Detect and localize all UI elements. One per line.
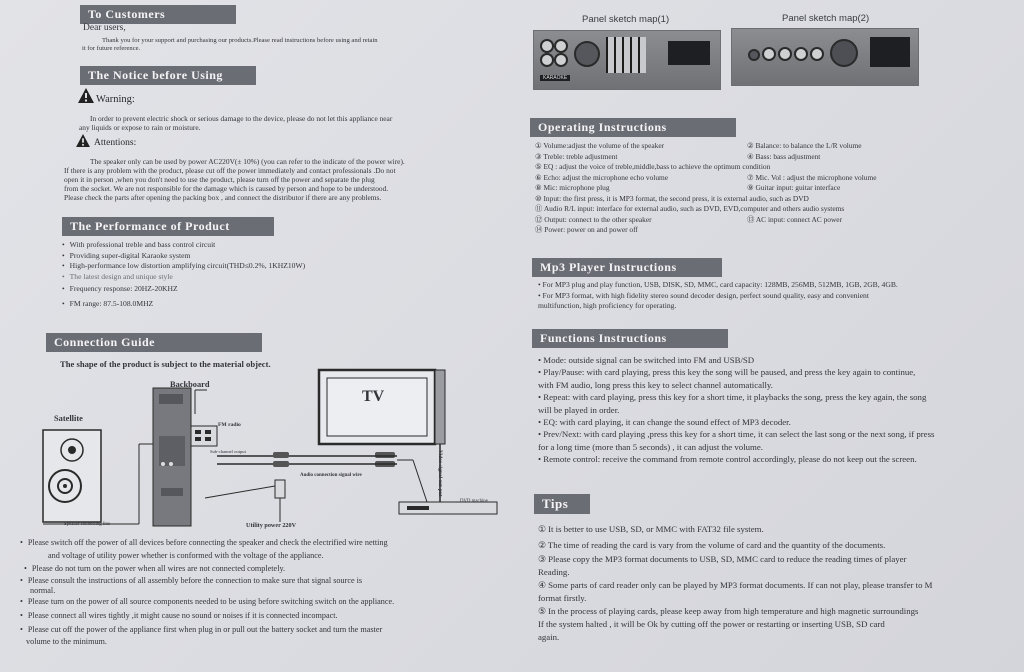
operating-item: ⑧ Mic: microphone plug	[535, 183, 610, 192]
label-tv: TV	[362, 388, 385, 405]
performance-header: The Performance of Product	[62, 217, 274, 236]
list-item: • Remote control: receive the command from remote control accordingly, please do not keep out the screen.	[538, 454, 917, 465]
knob-icon	[540, 53, 554, 67]
list-item: format firstly.	[538, 593, 587, 603]
list-item: volume to the minimum.	[26, 637, 107, 646]
attention-line-3: open it in person ,when you don't need to use the product, please turn off the power and separate the plug	[64, 175, 375, 184]
operating-item: ② Balance: to balance the L/R volume	[747, 141, 862, 150]
list-item: multifunction, high proficiency for operating.	[538, 301, 677, 311]
operating-row	[535, 225, 844, 236]
operating-row	[535, 183, 844, 194]
list-item: • Please turn on the power of all source components needed to be using before switching switch on the appliance.	[20, 595, 394, 609]
list-item: ④ Some parts of card reader only can be played by MP3 format documents. If can not play, please transfer to M	[538, 580, 933, 590]
operating-header: Operating Instructions	[530, 118, 736, 137]
attention-title: Attentions:	[94, 138, 137, 148]
operating-row	[535, 141, 862, 152]
knob-icon	[554, 53, 568, 67]
label-dvd: DVD machine	[460, 499, 488, 504]
connection-header: Connection Guide	[46, 333, 262, 352]
operating-item: ⑨ Guitar input: guitar interface	[747, 183, 841, 192]
knob-icon	[778, 47, 792, 61]
notice-header: The Notice before Using	[80, 66, 256, 85]
list-item: • FM range: 87.5-108.0MHZ	[62, 299, 305, 310]
operating-rows	[535, 141, 877, 236]
list-item: • Please switch off the power of all devices before connecting the speaker and check the electrified wire netting	[20, 536, 394, 549]
list-item: • Please connect all wires tightly ,it might cause no sound or noises if it is connected incompact.	[20, 609, 394, 623]
knob-icon	[554, 39, 568, 53]
karaoke-badge: KARAOKE	[540, 75, 570, 81]
label-backboard: Backboard	[170, 380, 210, 389]
operating-item: ⑤ EQ : adjust the voice of treble,middle,bass to achieve the optimum condition	[535, 162, 771, 171]
operating-item: ⑭ Power: power on and power off	[535, 225, 638, 234]
list-item: • Repeat: with card playing, press this key for a short time, it playbacks the song, press the key again, the song	[538, 392, 927, 403]
knob-icon	[540, 39, 554, 53]
operating-item: ⑬ AC input: connect AC power	[747, 214, 843, 224]
label-audio-wire: Audio connection signal wire	[300, 473, 362, 478]
list-item: • Mode: outside signal can be switched into FM and USB/SD	[538, 355, 755, 365]
panel-sketch-2	[731, 28, 919, 86]
knob-icon	[762, 47, 776, 61]
mp3-header: Mp3 Player Instructions	[532, 258, 722, 277]
label-speaker-line: Speaker connecting line	[64, 522, 111, 527]
attention-line-2: If there is any problem with the product, please cut off the power immediately and contact professionals .Do not	[64, 166, 396, 175]
operating-row	[535, 162, 844, 173]
label-video-signal: Video signal out-put	[437, 450, 443, 497]
list-item: ② The time of reading the card is vary from the volume of card and the quantity of the documents.	[538, 539, 886, 550]
list-item: ③ Please copy the MP3 format documents to USB, SD, MMC card to reduce the reading times of player	[538, 554, 907, 564]
tips-list	[538, 522, 933, 643]
list-item: will be played in order.	[538, 404, 620, 415]
attention-line-4: from the socket. We are not responsible for the damage which is caused by person and hope to be understood.	[64, 184, 389, 193]
label-sub-channel: Sub-channel output	[210, 449, 246, 454]
operating-item: ⑦ Mic. Vol : adjust the microphone volume	[747, 172, 877, 182]
operating-item: ⑥ Echo: adjust the microphone echo volume	[535, 172, 669, 182]
list-item: ① It is better to use USB, SD, or MMC with FAT32 file system.	[538, 524, 764, 534]
list-item: normal.	[30, 586, 56, 595]
warning-icon	[78, 88, 94, 103]
panel-sketch-1-label: Panel sketch map(1)	[582, 14, 670, 25]
display-icon	[668, 41, 710, 65]
functions-list	[538, 354, 934, 466]
operating-item: ④ Bass: bass adjustment	[747, 151, 821, 161]
functions-header: Functions Instructions	[532, 329, 728, 348]
main-knob-icon	[830, 39, 858, 67]
operating-item: ① Volume:adjust the volume of the speaker	[535, 141, 665, 150]
operating-row	[535, 204, 844, 215]
operating-row	[535, 152, 844, 163]
list-item: and voltage of utility power whether is conformed with the voltage of the appliance.	[48, 551, 324, 560]
operating-row	[535, 172, 877, 184]
list-item: • Frequency response: 20HZ-20KHZ	[62, 284, 305, 295]
list-item: • For MP3 plug and play function, USB, DISK, SD, MMC, card capacity: 128MB, 256MB, 512MB, 1GB, 2GB, 4GB.	[538, 280, 898, 289]
operating-item: ③ Treble: treble adjustment	[535, 151, 618, 161]
attention-line-1: The speaker only can be used by power AC220V(± 10%) (you can refer to the indicate of the power wire).	[90, 157, 405, 166]
list-item: • EQ: with card playing, it can change the sound effect of MP3 decoder.	[538, 417, 791, 428]
list-item: • Prev/Next: with card playing ,press this key for a short time, it can select the last song or the next song, if press	[538, 429, 935, 440]
panel-sketch-2-label: Panel sketch map(2)	[782, 13, 870, 24]
knob-icon	[748, 49, 760, 61]
list-item: • With professional treble and bass control circuit	[62, 240, 305, 251]
knob-icon	[810, 47, 824, 61]
greeting: Dear users,	[83, 23, 126, 33]
label-utility-power: Utility power 220V	[246, 522, 297, 529]
list-item: • High-performance low distortion amplifying circuit(THD≤0.2%, 1KHZ10W)	[62, 261, 305, 272]
connection-bullets	[20, 536, 394, 647]
list-item: • Please cut off the power of the appliance first when plug in or pull out the battery socket and turn the master	[20, 623, 394, 636]
operating-item: ⑫ Output: connect to the other speaker	[535, 214, 652, 224]
to-customers-header: To Customers	[80, 5, 236, 24]
label-satellite: Satellite	[54, 414, 83, 423]
warning-title: Warning:	[96, 94, 135, 105]
warning-line-1: In order to prevent electric shock or serious damage to the device, please do not let this appliance near	[90, 114, 393, 123]
operating-item: ⑩ Input: the first press, it is MP3 format, the second press, it is external audio, such as DVD	[535, 193, 809, 203]
operating-item: ⑪ Audio R/L input: interface for external audio, such as DVD, EVD,computer and others audio systems	[535, 204, 845, 213]
mp3-list	[538, 280, 898, 312]
label-fm-radio: FM radio	[218, 422, 241, 428]
list-item: ⑤ In the process of playing cards, please keep away from high temperature and high magnetic surroundings	[538, 606, 919, 616]
list-item: If the system halted , it will be Ok by cutting off the power or restarting or inserting USB, SD card	[538, 619, 885, 629]
to-customers-line2: it for future reference.	[82, 45, 141, 52]
list-item: • Play/Pause: with card playing, press this key the song will be paused, and press the key again to continue,	[538, 367, 916, 378]
attention-line-5: Please check the parts after opening the packing box , and connect the distributor if there are any problems.	[64, 193, 382, 202]
list-item: • Providing super-digital Karaoke system	[62, 251, 305, 262]
list-item: • For MP3 format, with high fidelity stereo sound decoder design, perfect sound quality, easy and convenient	[538, 290, 869, 300]
knob-icon	[794, 47, 808, 61]
operating-row	[535, 215, 844, 226]
list-item: for a long time (more than 5 seconds) , it can adjust the volume.	[538, 441, 763, 452]
to-customers-line1: Thank you for your support and purchasing our products.Please read instructions before using and retain	[102, 37, 378, 44]
operating-row	[535, 194, 844, 205]
warning-line-2: any liquids or expose to rain or moisture.	[79, 123, 201, 132]
slider-bank	[606, 37, 646, 73]
tips-header: Tips	[534, 494, 590, 514]
list-item: • Please do not turn on the power when all wires are not connected completely.	[20, 562, 394, 575]
main-knob-icon	[574, 41, 600, 67]
display-icon	[870, 37, 910, 67]
list-item: Reading.	[538, 567, 570, 577]
connection-subtitle: The shape of the product is subject to the material object.	[60, 359, 271, 369]
performance-list	[62, 240, 305, 310]
panel-sketch-1	[533, 30, 721, 90]
attention-icon	[76, 134, 90, 147]
list-item: again.	[538, 631, 560, 642]
list-item: • The latest design and unique style	[62, 272, 305, 283]
list-item: • Please consult the instructions of all assembly before the connection to make sure that signal source is	[20, 575, 394, 586]
list-item: with FM audio, long press this key to select channel automatically.	[538, 379, 773, 390]
